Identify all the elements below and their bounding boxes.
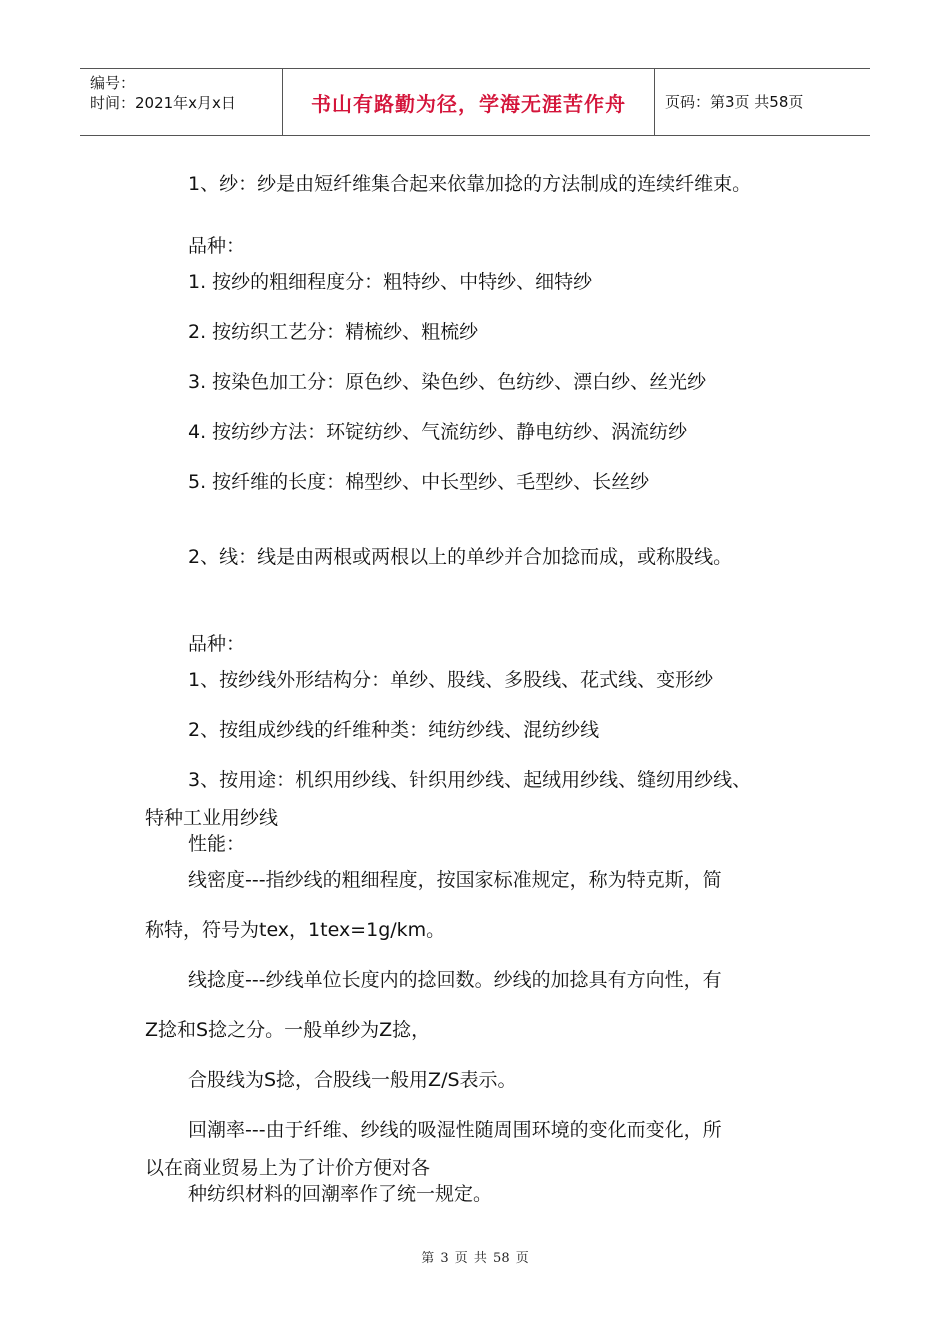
- list-item-thread-2: 2、按组成纱线的纤维种类：纯纺纱线、混纺纱线: [188, 719, 600, 741]
- list-item-yarn-2: 2. 按纺织工艺分：精梳纱、粗梳纱: [188, 321, 479, 343]
- list-item-thread-3-continued: 特种工业用纱线: [145, 807, 279, 829]
- paragraph-moisture-regain-continued: 以在商业贸易上为了计价方便对各: [145, 1157, 431, 1179]
- header-motto: 书山有路勤为径，学海无涯苦作舟: [311, 91, 626, 116]
- paragraph-moisture-regain-end: 种纺织材料的回潮率作了统一规定。: [188, 1183, 493, 1205]
- header-page-number: 页码：第3页 共58页: [665, 93, 804, 111]
- paragraph-linear-density-continued: 称特，符号为tex，1tex=1g/km。: [145, 919, 446, 941]
- list-item-yarn-1: 1. 按纱的粗细程度分：粗特纱、中特纱、细特纱: [188, 271, 593, 293]
- header-info-cell: [80, 69, 282, 135]
- paragraph-properties-heading: 性能：: [188, 833, 246, 855]
- header-motto-cell: [282, 69, 655, 135]
- paragraph-yarn-varieties-heading: 品种：: [188, 235, 246, 257]
- list-item-thread-1: 1、按纱线外形结构分：单纱、股线、多股线、花式线、变形纱: [188, 669, 714, 691]
- paragraph-thread-varieties-heading: 品种：: [188, 633, 246, 655]
- paragraph-linear-density: 线密度---指纱线的粗细程度，按国家标准规定，称为特克斯，简: [188, 869, 722, 891]
- paragraph-twist-ply: 合股线为S捻，合股线一般用Z/S表示。: [188, 1069, 517, 1091]
- document-number-label: 编号：: [90, 74, 136, 92]
- paragraph-yarn-definition: 1、纱：纱是由短纤维集合起来依靠加捻的方法制成的连续纤维束。: [188, 173, 752, 195]
- document-date-label: 时间：2021年x月x日: [90, 94, 236, 112]
- list-item-yarn-5: 5. 按纤维的长度：棉型纱、中长型纱、毛型纱、长丝纱: [188, 471, 650, 493]
- page-header: [80, 68, 870, 136]
- list-item-yarn-4: 4. 按纺纱方法：环锭纺纱、气流纺纱、静电纺纱、涡流纺纱: [188, 421, 688, 443]
- paragraph-thread-definition: 2、线：线是由两根或两根以上的单纱并合加捻而成，或称股线。: [188, 546, 733, 568]
- paragraph-twist: 线捻度---纱线单位长度内的捻回数。纱线的加捻具有方向性，有: [188, 969, 722, 991]
- header-page-cell: [655, 69, 870, 135]
- paragraph-twist-continued: Z捻和S捻之分。一般单纱为Z捻，: [145, 1019, 431, 1041]
- list-item-yarn-3: 3. 按染色加工分：原色纱、染色纱、色纺纱、漂白纱、丝光纱: [188, 371, 707, 393]
- page-footer: 第 3 页 共 58 页: [421, 1251, 529, 1266]
- paragraph-moisture-regain: 回潮率---由于纤维、纱线的吸湿性随周围环境的变化而变化，所: [188, 1119, 722, 1141]
- list-item-thread-3: 3、按用途：机织用纱线、针织用纱线、起绒用纱线、缝纫用纱线、: [188, 769, 752, 791]
